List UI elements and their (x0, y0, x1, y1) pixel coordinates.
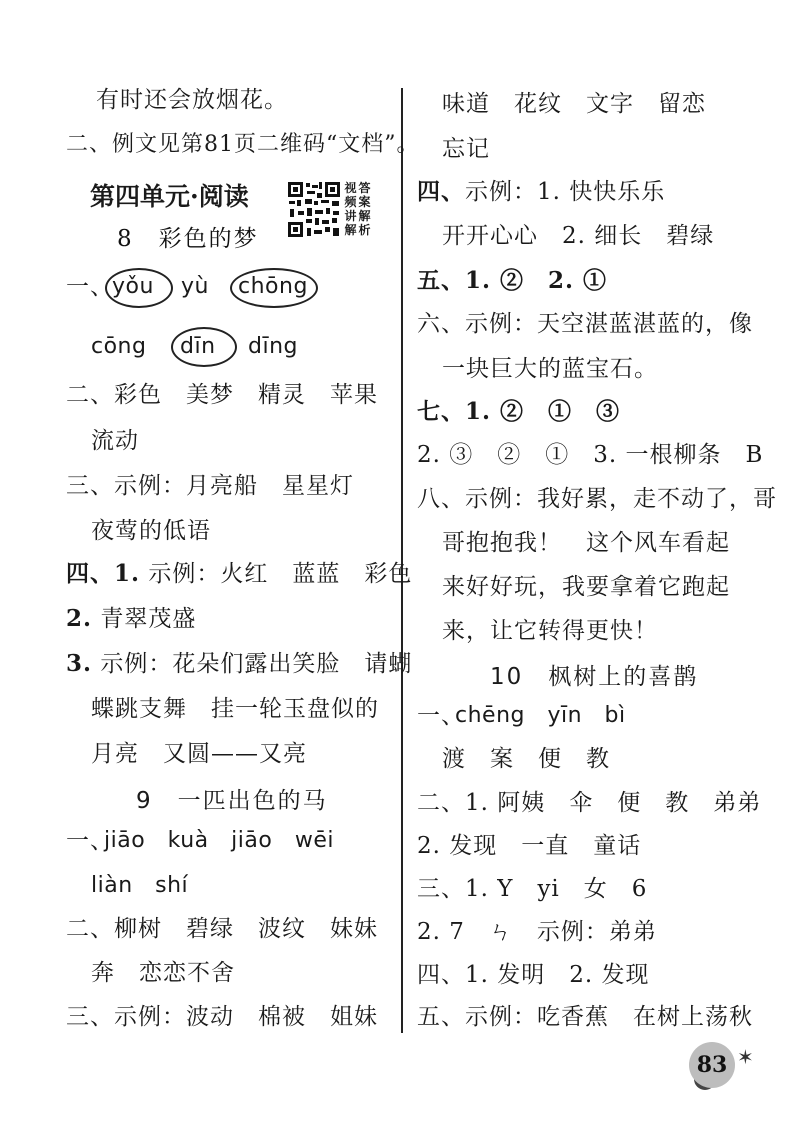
lesson-title: 8 彩色的梦 (117, 226, 259, 252)
question-number: 四、 (417, 178, 465, 205)
text-line: 三、示例：波动 棉被 姐妹 (66, 1004, 378, 1030)
text-line: 青翠茂盛 (92, 606, 197, 632)
text-line: 忘记 (442, 136, 490, 162)
text-line: 月亮 又圆——又亮 (91, 741, 307, 767)
text-line: 二、柳树 碧绿 波纹 妹妹 (66, 916, 378, 942)
text-line: 三、示例：月亮船 星星灯 (66, 473, 354, 499)
unit-title: 第四单元·阅读 (90, 182, 249, 211)
text-line: 奔 恋恋不舍 (91, 960, 235, 986)
pinyin: cōng (91, 334, 147, 359)
text-line: 来好好玩，我要拿着它跑起 (442, 574, 730, 600)
text-line: 2. 发现 一直 童话 (417, 833, 642, 859)
question-number: 一、 (417, 703, 465, 729)
text-line: 2. ③ ② ① 3. 一根柳条 B (417, 442, 764, 468)
pinyin: jiāo kuà jiāo wēi (104, 828, 334, 853)
text-line: 三、1. Y yi 女 6 (417, 876, 648, 902)
text-line: 示例：花朵们露出笑脸 请蝴 (92, 651, 413, 677)
text-line: 示例：1. 快快乐乐 (465, 179, 666, 205)
lesson-title: 9 一匹出色的马 (136, 788, 328, 814)
text-line: 八、示例：我好累，走不动了，哥 (417, 486, 777, 512)
text-line: 六、示例：天空湛蓝湛蓝的，像 (417, 311, 753, 337)
text-line: 五、示例：吃香蕉 在树上荡秋 (417, 1004, 753, 1030)
star-icon: ✶ (737, 1045, 754, 1069)
text-line: 味道 花纹 文字 留恋 (442, 91, 706, 117)
text-line: 流动 (91, 428, 139, 454)
text-line: 哥抱抱我！ 这个风车看起 (442, 530, 730, 556)
text-line: 二、彩色 美梦 精灵 苹果 (66, 382, 378, 408)
question-number: 一、 (66, 828, 114, 854)
text-line: 一块巨大的蓝宝石。 (442, 356, 658, 382)
lesson-title: 10 枫树上的喜鹊 (490, 664, 699, 690)
text-line: 五、1. ② 2. ① (417, 267, 608, 294)
text-line: 来，让它转得更快！ (442, 618, 658, 644)
question-number: 2. (66, 605, 93, 632)
text-line: 二、例文见第81页二维码“文档”。 (66, 132, 420, 157)
pinyin: chēng yīn bì (455, 703, 626, 728)
qr-label-answer: 答案解析 (358, 181, 371, 237)
text-line: 有时还会放烟花。 (96, 87, 288, 113)
page-number-badge (689, 1042, 735, 1088)
text-line: 2. 7 ㄣ 示例：弟弟 (417, 919, 657, 945)
text-line: 二、1. 阿姨 伞 便 教 弟弟 (417, 790, 762, 816)
text-line: 四、1. 发明 2. 发现 (417, 962, 650, 988)
text-line: 示例：火红 蓝蓝 彩色 (140, 561, 413, 587)
pinyin: liàn shí (91, 873, 189, 898)
text-line: 蝶跳支舞 挂一轮玉盘似的 (91, 696, 379, 722)
text-line: 七、1. ② ① ③ (417, 398, 621, 425)
text-line: 夜莺的低语 (91, 518, 211, 544)
qr-code-icon (287, 181, 341, 238)
text-line: 开开心心 2. 细长 碧绿 (442, 223, 715, 249)
qr-label-video: 视频讲解 (344, 181, 357, 237)
pinyin: dīn (180, 334, 216, 359)
pinyin: yù (181, 274, 209, 299)
question-number: 3. (66, 650, 93, 677)
question-number: 四、1. (66, 560, 141, 587)
pinyin: yǒu (112, 274, 154, 299)
pinyin: chōng (238, 274, 308, 299)
page-number: 83 (696, 1052, 728, 1078)
question-number: 一、 (66, 274, 114, 300)
pinyin: dīng (248, 334, 298, 359)
text-line: 渡 案 便 教 (442, 746, 610, 772)
